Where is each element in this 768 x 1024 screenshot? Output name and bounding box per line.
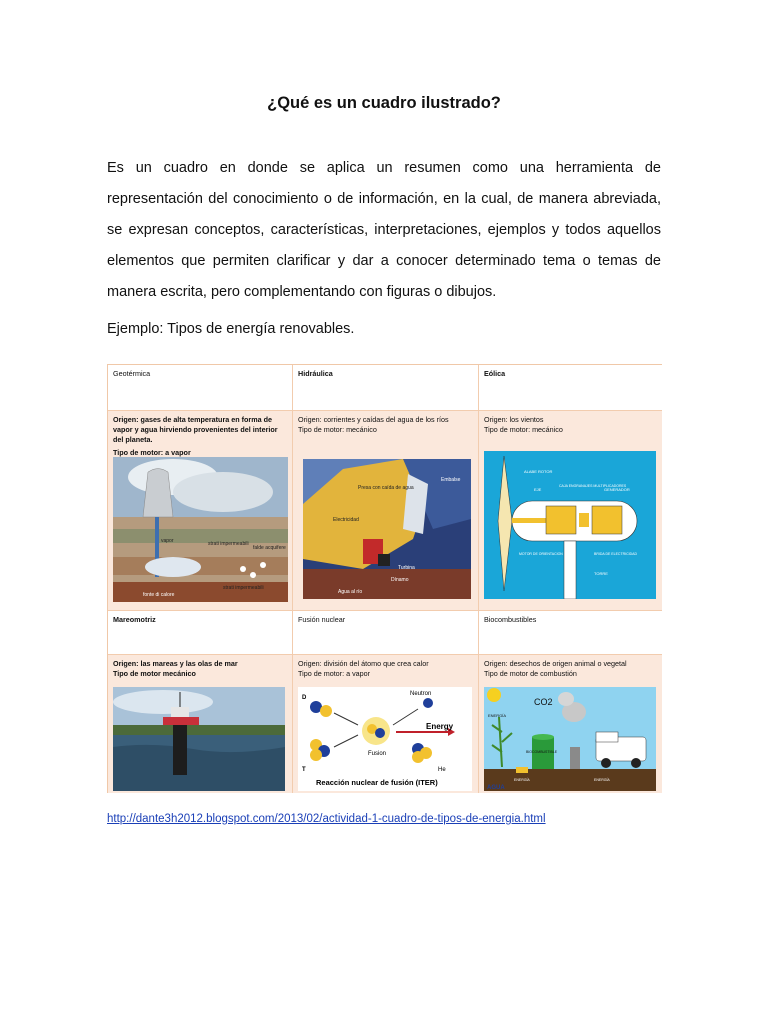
img-label: Neutron — [410, 691, 432, 697]
example-heading: Ejemplo: Tipos de energía renovables. — [107, 321, 355, 337]
cell-eolica — [479, 411, 662, 611]
img-label: Fusion — [368, 751, 387, 757]
img-label: Agua al río — [338, 589, 363, 595]
cell-hidraulica — [293, 411, 479, 611]
energy-table — [107, 364, 662, 793]
motor-text: Tipo de motor mecánico — [113, 669, 196, 678]
origin-text: Origen: gases de alta temperatura en forma de vapor y agua hirviendo provenientes del interior del planeta. — [113, 415, 278, 444]
img-label: T — [302, 767, 306, 773]
img-label: Energy — [426, 722, 454, 731]
cell-mareomotriz — [108, 655, 293, 793]
img-label: vapor — [161, 538, 174, 544]
origin-text: Origen: las mareas y las olas de mar — [113, 659, 238, 668]
cell-fusion-nuclear — [293, 655, 479, 793]
cell-biocombustibles — [479, 655, 662, 793]
cell-geotermica — [108, 411, 293, 611]
motor-text: Tipo de motor de combustión — [484, 669, 577, 678]
img-label: ALABE ROTOR — [524, 469, 553, 474]
img-caption: Reacción nuclear de fusión (ITER) — [316, 778, 438, 787]
motor-text: Tipo de motor: mecánico — [484, 425, 563, 434]
motor-text: Tipo de motor: a vapor — [298, 669, 371, 678]
img-label: AGUA — [487, 785, 505, 791]
img-label: He — [438, 767, 446, 773]
header-biocombustibles: Biocombustibles — [479, 611, 662, 655]
img-label: D — [302, 695, 307, 701]
img-label: Turbina — [398, 565, 415, 571]
img-label: GENERADOR — [604, 487, 630, 492]
img-label: ENERGÍA — [594, 778, 610, 782]
img-label: Electricidad — [333, 517, 359, 523]
img-label: fonte di calore — [143, 592, 175, 598]
origin-text: Origen: los vientos — [484, 415, 544, 424]
header-eolica: Eólica — [479, 365, 662, 411]
motor-text: Tipo de motor: a vapor — [113, 449, 191, 457]
origin-text: Origen: desechos de origen animal o vegetal — [484, 659, 627, 668]
geothermal-image — [113, 457, 288, 602]
img-label: ENERGÍA — [488, 713, 507, 718]
source-link[interactable]: http://dante3h2012.blogspot.com/2013/02/actividad-1-cuadro-de-tipos-de-energia.html — [107, 813, 546, 825]
img-label: strati impermeabili — [223, 585, 264, 591]
img-label: EJE — [534, 487, 542, 492]
motor-text: Tipo de motor: mecánico — [298, 425, 377, 434]
img-label: BRIDA DE ELECTRICIDAD — [594, 552, 637, 556]
header-mareomotriz: Mareomotriz — [108, 611, 293, 655]
img-label: Dínamo — [391, 577, 409, 583]
img-label: MOTOR DE ORIENTACION — [519, 552, 563, 556]
wind-turbine-image — [484, 451, 656, 599]
definition-paragraph: Es un cuadro en donde se aplica un resumen como una herramienta de representación del conocimiento o de información, en la cual, de manera abreviada, se expresan conceptos, características, interpretaciones, ejemplos y todos aquellos elementos que permiten clarificar y dar a conocer determinado tema o temas de manera escrita, pero complementando con figuras o dibujos. — [107, 160, 661, 300]
img-label: TORRE — [594, 571, 608, 576]
img-label: falde acquifere — [253, 545, 286, 551]
biofuel-image — [484, 687, 656, 791]
img-label: ENERGÍA — [514, 778, 530, 782]
origin-text: Origen: división del átomo que crea calor — [298, 659, 429, 668]
origin-text: Origen: corrientes y caídas del agua de los ríos — [298, 415, 449, 424]
img-label: BIOCOMBUSTIBLE — [526, 750, 558, 754]
page-title: ¿Qué es un cuadro ilustrado? — [267, 94, 501, 112]
img-label: strati impermeabili — [208, 541, 249, 547]
header-hidraulica: Hidráulica — [293, 365, 479, 411]
header-fusion-nuclear: Fusión nuclear — [293, 611, 479, 655]
fusion-image — [298, 687, 472, 791]
img-label: CAJA ENGRANAJES MULTIPLICADORES — [559, 484, 627, 488]
tidal-image — [113, 687, 285, 791]
header-geotermica: Geotérmica — [108, 365, 293, 411]
img-label: Embalse — [441, 477, 461, 483]
img-label: CO2 — [534, 697, 553, 707]
hydraulic-image — [303, 459, 471, 599]
img-label: Presa con caída de agua — [358, 485, 414, 491]
